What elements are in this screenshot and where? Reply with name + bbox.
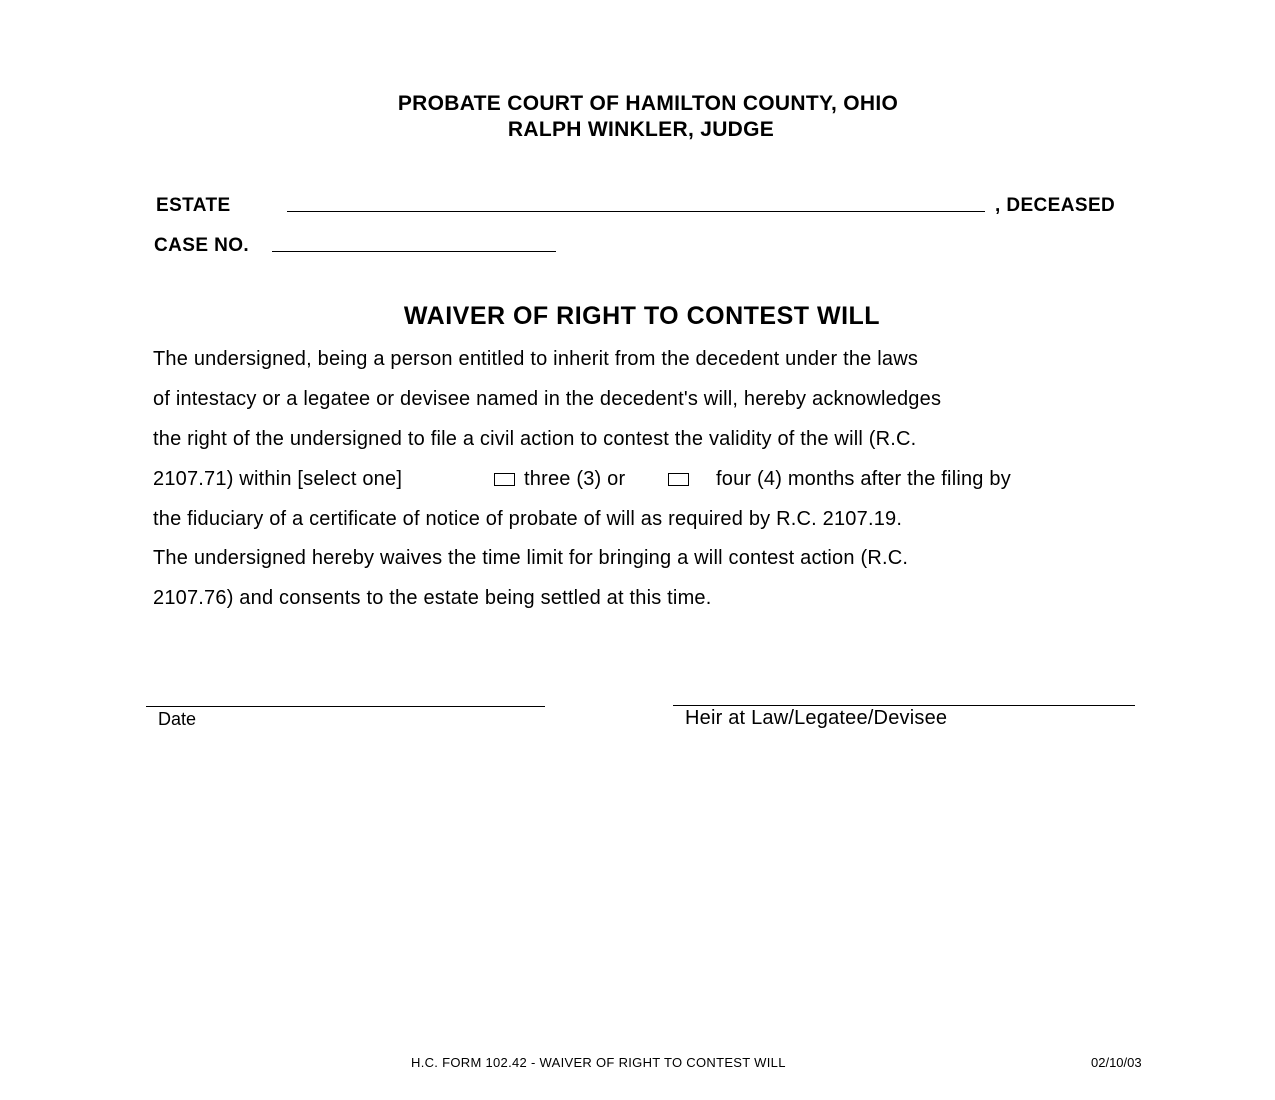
body-line-2: of intestacy or a legatee or devisee named in the decedent's will, hereby acknowledges (153, 388, 942, 410)
footer-form-id: H.C. FORM 102.42 - WAIVER OF RIGHT TO CONTEST WILL (411, 1055, 786, 1070)
heir-signature-field[interactable] (673, 705, 1135, 706)
body-line-6: The undersigned hereby waives the time limit for bringing a will contest action (R.C. (153, 547, 909, 569)
body-line-5: the fiduciary of a certificate of notice of probate of will as required by R.C. 2107.19. (153, 508, 903, 530)
body-line-3: the right of the undersigned to file a civil action to contest the validity of the will (R.C. (153, 428, 917, 450)
date-label: Date (158, 709, 197, 729)
heir-label: Heir at Law/Legatee/Devisee (685, 707, 948, 729)
footer-revision-date: 02/10/03 (1091, 1055, 1142, 1070)
body-line-1: The undersigned, being a person entitled to inherit from the decedent under the laws (153, 348, 919, 370)
option-three-label: three (3) or (524, 468, 626, 490)
three-months-checkbox[interactable] (494, 473, 515, 486)
deceased-label: , DECEASED (995, 195, 1116, 216)
judge-name: RALPH WINKLER, JUDGE (507, 118, 775, 141)
estate-name-field[interactable] (287, 211, 985, 212)
case-no-field[interactable] (272, 251, 556, 252)
date-signature-field[interactable] (146, 706, 545, 707)
estate-label: ESTATE (156, 195, 231, 216)
form-title: WAIVER OF RIGHT TO CONTEST WILL (403, 302, 881, 330)
body-line-4-text: 2107.71) within [select one] (153, 468, 403, 490)
body-line-4 (153, 468, 402, 491)
court-name: PROBATE COURT OF HAMILTON COUNTY, OHIO (397, 92, 899, 115)
option-four-label: four (4) months after the filing by (716, 468, 1011, 490)
four-months-checkbox[interactable] (668, 473, 689, 486)
body-line-7: 2107.76) and consents to the estate being settled at this time. (153, 587, 712, 609)
case-no-label: CASE NO. (154, 235, 250, 256)
